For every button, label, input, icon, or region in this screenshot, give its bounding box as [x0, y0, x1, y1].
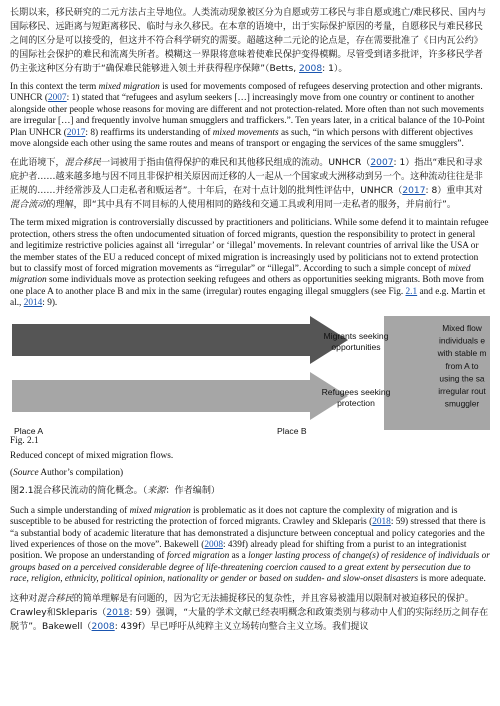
italic-term: mixed migration [10, 264, 471, 286]
paragraph-text: : 8) reaffirms its understanding of [85, 127, 213, 138]
italic-term: mixed migration [129, 505, 191, 516]
paragraph-text: : 1）。 [322, 64, 348, 74]
box-text-line: from A to [445, 360, 479, 371]
paragraph-text: 一词被用于指由值得保护的难民和其他移民组成的流动。UNHCR（ [100, 158, 371, 169]
label-line: Refugees seeking [321, 386, 391, 397]
paragraph-text: is problematic as it does not capture the complexity of migration and is susceptible to be abused for restricting the protection of forced migrants. Crawley and Skleparis ( [10, 505, 458, 528]
refugees-arrow [12, 372, 348, 420]
paragraph-text: is used for movements composed of refugees deserving protection and other migrants. UNHCR ( [10, 82, 483, 104]
italic-term: 混合移民 [64, 158, 101, 169]
citation-link-crawley-2018[interactable]: 2018 [372, 517, 391, 528]
place-b-label: Place B [277, 425, 307, 436]
paragraph-text: 长期以来，移民研究的二元方法占主导地位。人类流动现象被区分为自愿或劳工移民与非自愿或逃亡/难民移民、国内与国际移民、远距离与短距离移民、临时与永久移民。在本章的语境中，出于实际保护原因的考量，自愿移民与难民移民之间的区分是可以接受的，但这并不符合科学研究的需要。超越这种二元论的论点是，存在需要批准了《日内瓦公约》的国际社会保护的难民和流离失所者。模糊这一界限将意味着使难民保护变得模糊。尽管受到诸多批评，许多移民学者仍主张这种区分有助于“确保难民能够进入领土并获得程序保障”（Betts, [10, 8, 486, 74]
paragraph-en-mixed-migration-definition [10, 82, 490, 150]
italic-term: mixed movements [212, 127, 279, 138]
citation-link-bakewell-2008[interactable]: 2008 [204, 539, 223, 550]
citation-link-unhcr-2007[interactable]: 2007 [370, 158, 394, 169]
paragraph-text: is more adequate. [418, 574, 486, 585]
box-text-line: irregular rout [438, 385, 486, 396]
label-line: protection [337, 397, 375, 408]
paragraph-text: : 439f）早已呼吁从纯粹主义立场转向整合主义立场。我们提议 [114, 621, 369, 632]
paragraph-text: some individuals move as protection seeking refugees and others as opportunities seeking migrants. Both move from one place A to another place B and mix in the same (irregular) routes engaging illegal smugglers (see Fig. [10, 275, 484, 297]
figure-source [10, 468, 490, 479]
paragraph-text: 的理解，即“其中具有不同目标的人使用相同的路线和交通工具或利用同一走私者的服务，并肩前行”。 [46, 200, 456, 211]
migrants-arrow [12, 316, 348, 364]
box-text-line: Mixed flow [442, 322, 482, 333]
migrants-arrow-label [324, 331, 389, 352]
paragraph-text: Such a simple understanding of [10, 505, 130, 516]
caption-text: 图2.1混合移民流动的简化概念。（ [10, 485, 148, 496]
paragraph-text: and e.g. Martin et al., [10, 286, 486, 309]
place-a-label: Place A [14, 425, 44, 436]
italic-term: 混合移民 [37, 593, 74, 604]
citation-link-betts-2008[interactable]: 2008 [298, 64, 323, 74]
box-text-line: smuggler [444, 398, 480, 409]
citation-link-bakewell-2008[interactable]: 2008 [91, 621, 115, 632]
source-text: ( [10, 467, 14, 478]
box-text-line: using the sa [439, 373, 485, 384]
paragraph-text: as such, “in which persons with different objectives move alongside each other using the same routes and means of transport or engaging the services of the same smugglers”. [10, 127, 473, 150]
citation-link-crawley-2018[interactable]: 2018 [106, 607, 130, 618]
label-line: Migrants seeking [323, 330, 389, 341]
box-text-line: with stable m [437, 347, 487, 358]
paragraph-text: : 9). [42, 298, 58, 309]
paragraph-text: : 439f) already plead for shifting from a purist to an integrationist position. We propose an understanding of [10, 539, 467, 562]
paragraph-text: : 1）指出“难民和寻求庇护者……越来越多地与因不同且非保护相关原因而迁移的人一起从一个国家或大洲移动到另一个。这种流动往往是非正规的……并经常涉及人口走私者和贩运者”。十年后，在对十点计划的批判性评估中，UNHCR（ [10, 158, 483, 197]
figure-mixed-migration-diagram [10, 316, 490, 436]
paragraph-text: as a [229, 551, 249, 562]
italic-term: forced migration [166, 551, 230, 562]
paragraph-text: 的简单理解是有问题的，因为它无法捕捉移民的复杂性，并且容易被滥用以限制对被迫移民的保护。Crawley和Skleparis（ [10, 593, 474, 618]
citation-link-unhcr-2007[interactable]: 2007 [47, 93, 67, 104]
paragraph-text: 在此语境下， [10, 158, 65, 169]
italic-definition: longer lasting process of change(s) of residence of individuals or groups based on a perceived considerable degree of life-threatening coercion caused to a great extent by persecution due to race, religion, ethnicity, political opinion, nationality or gender or based on sudden- and slow-onset disasters [10, 551, 490, 585]
italic-term: 混合流动 [10, 200, 47, 211]
citation-link-unhcr-2017[interactable]: 2017 [66, 127, 86, 138]
paragraph-text: : 59）强调，“大量的学术文献已经表明概念和政策类别与移动中人们的实际经历之间存在脱节”。Bakewell（ [10, 607, 489, 632]
paragraph-zh-2 [10, 156, 490, 212]
paragraph-text: : 59) stressed that there is “a substantial body of academic literature that has demonstrated a disjuncture between conceptual and policy categories and the lived experiences of those on the move”. Bakewell ( [10, 517, 486, 550]
source-label: Source [13, 467, 39, 478]
box-text-line: individuals e [438, 335, 486, 346]
paragraph-text: In this context the term [10, 82, 99, 92]
citation-link-unhcr-2017[interactable]: 2017 [402, 186, 426, 197]
figure-link-2-1[interactable]: 2.1 [405, 286, 418, 297]
paragraph-text: : 8）重申其对 [425, 186, 483, 197]
caption-text: ：作者编制） [165, 485, 221, 496]
paragraph-en-controversy [10, 218, 490, 309]
label-line: opportunities [331, 341, 381, 352]
figure-caption-title: Reduced concept of mixed migration flows. [10, 450, 174, 461]
source-label: 来源 [147, 485, 166, 496]
figure-label: Fig. 2.1 [10, 435, 39, 446]
citation-link-martin-2014[interactable]: 2014 [23, 298, 43, 309]
source-text: Author’s compilation) [38, 467, 124, 478]
paragraph-text: 这种对 [10, 593, 38, 604]
figure-caption-zh [10, 485, 490, 498]
paragraph-zh-3 [10, 592, 490, 634]
paragraph-zh-1 [10, 6, 490, 76]
paragraph-text: The term mixed migration is controversially discussed by practitioners and politicians. While some defend it to maintain refugee protection, others stress the often undocumented situation of forced migrants, question the responsibility to protect in general and legitimize restrictive policies against all ‘irregular’ or ‘illegal’ movements. In relevant countries of arrival like the USA or the member states of the EU a reduced concept of mixed migration is increasingly used by politicians not to extend protection but to classify most of forced migration movements as “irregular” or “illegal”. According to such a simple concept of [10, 218, 489, 275]
paragraph-text: : 1) stated that “refugees and asylum seekers […] increasingly move from one country or continent to another alongside other people whose reasons for moving are different and not protection-related. More often than not such movements are irregular […] and frequently involve human smugglers and traffickers.”. Ten years later, in a critical balance of the 10-Point Plan UNHCR ( [10, 93, 485, 138]
mixed-migration-diagram [10, 316, 490, 436]
paragraph-en-forced-migration [10, 506, 490, 586]
italic-term: mixed migration [98, 82, 160, 92]
